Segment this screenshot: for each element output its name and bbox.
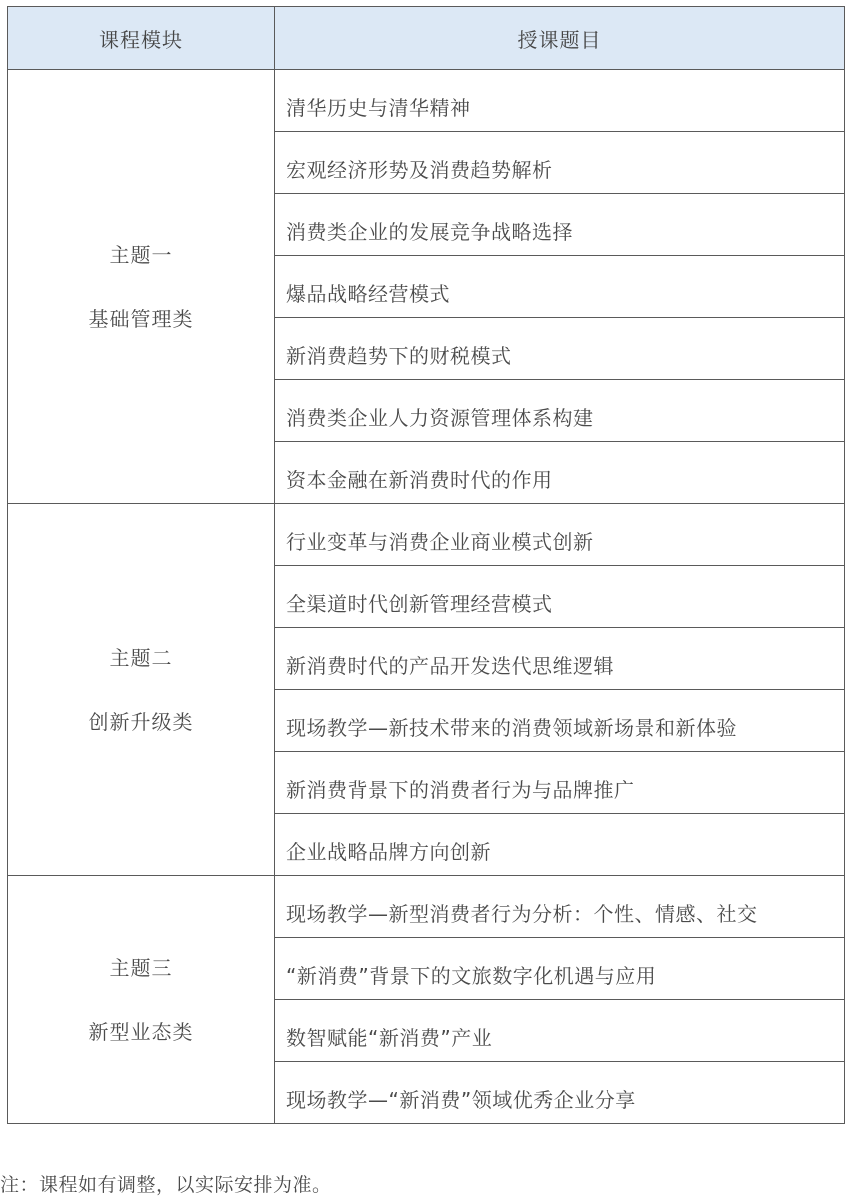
topic-cell: 新消费趋势下的财税模式: [275, 318, 845, 380]
topic-cell: 消费类企业的发展竞争战略选择: [275, 194, 845, 256]
topic-cell: 爆品战略经营模式: [275, 256, 845, 318]
topic-cell: 宏观经济形势及消费趋势解析: [275, 132, 845, 194]
topic-cell: 消费类企业人力资源管理体系构建: [275, 380, 845, 442]
table-row: [8, 504, 845, 566]
topic-cell: 新消费背景下的消费者行为与品牌推广: [275, 752, 845, 814]
table-header-row: [8, 7, 845, 70]
module-category: 基础管理类: [88, 306, 194, 331]
table-row: [8, 876, 845, 938]
topic-cell: 行业变革与消费企业商业模式创新: [275, 504, 845, 566]
topic-cell: 企业战略品牌方向创新: [275, 814, 845, 876]
module-category: 新型业态类: [88, 1019, 194, 1044]
module-cell-theme-2: [8, 504, 275, 876]
module-title: 主题一: [109, 242, 173, 267]
course-table: [7, 6, 845, 1124]
header-module: 课程模块: [8, 7, 275, 70]
topic-cell: 现场教学—新型消费者行为分析：个性、情感、社交: [275, 876, 845, 938]
topic-cell: 数智赋能“新消费”产业: [275, 1000, 845, 1062]
footnote: 注：课程如有调整，以实际安排为准。: [0, 1174, 332, 1196]
module-title: 主题二: [109, 645, 173, 670]
topic-cell: 新消费时代的产品开发迭代思维逻辑: [275, 628, 845, 690]
topic-cell: 全渠道时代创新管理经营模式: [275, 566, 845, 628]
table-row: [8, 70, 845, 132]
topic-cell: 现场教学—新技术带来的消费领域新场景和新体验: [275, 690, 845, 752]
module-cell-theme-1: [8, 70, 275, 504]
module-title: 主题三: [109, 955, 173, 980]
module-category: 创新升级类: [88, 709, 194, 734]
topic-cell: 清华历史与清华精神: [275, 70, 845, 132]
topic-cell: 现场教学—“新消费”领域优秀企业分享: [275, 1062, 845, 1124]
header-topic: 授课题目: [275, 7, 845, 70]
topic-cell: “新消费”背景下的文旅数字化机遇与应用: [275, 938, 845, 1000]
module-cell-theme-3: [8, 876, 275, 1124]
topic-cell: 资本金融在新消费时代的作用: [275, 442, 845, 504]
